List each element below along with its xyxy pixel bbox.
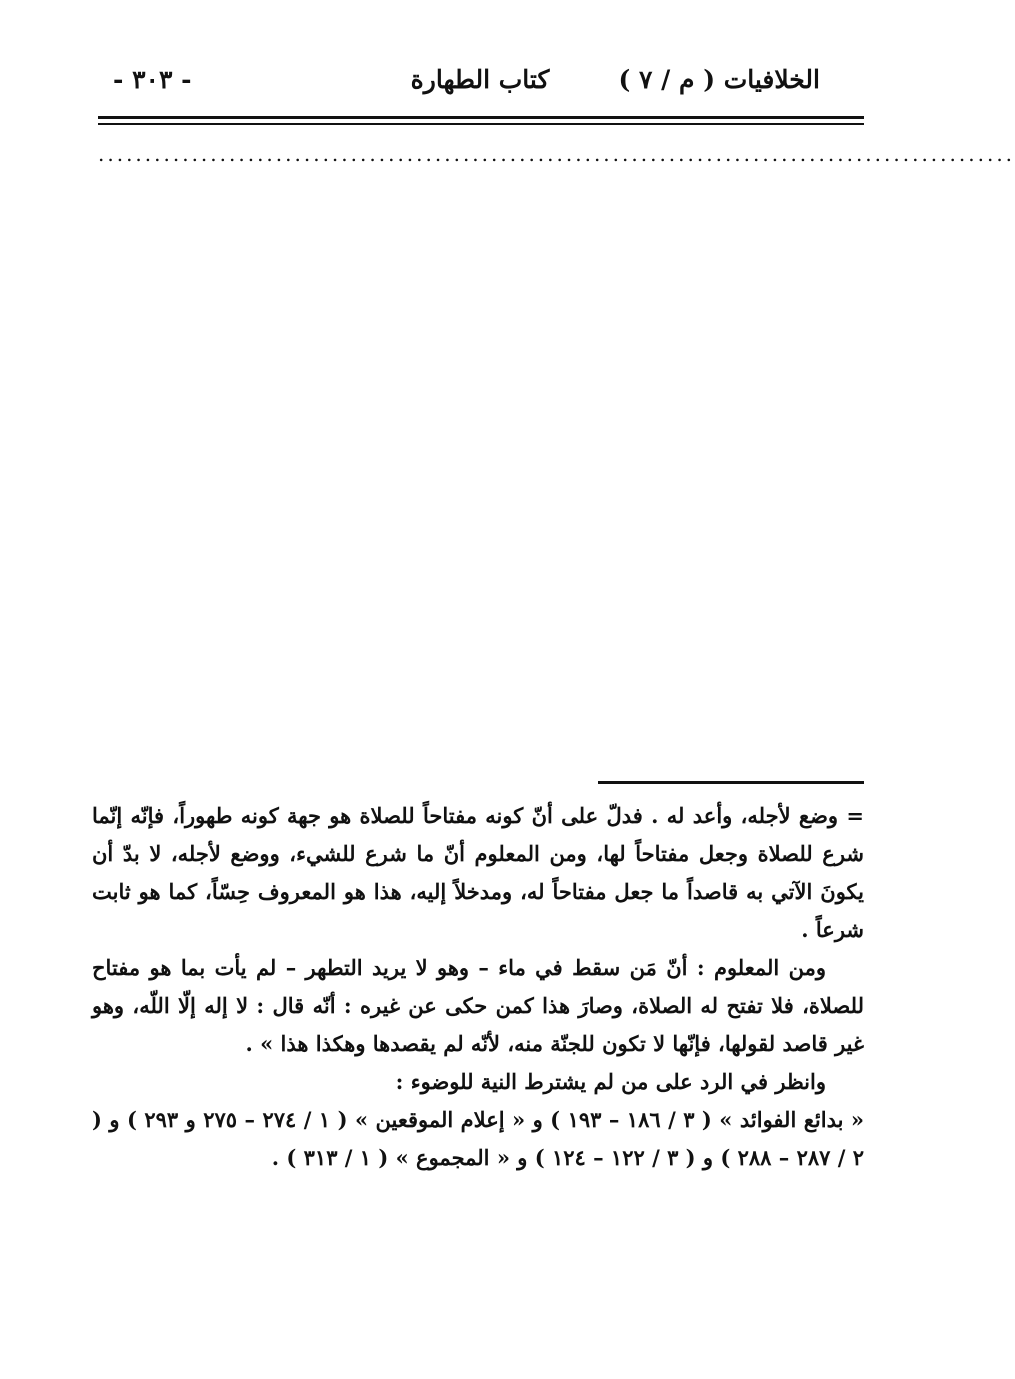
header-rule-thin xyxy=(98,123,864,125)
footnote-paragraph-1: = وضع لأجله، وأعد له . فدلّ على أنّ كونه مفتاحاً للصلاة هو جهة كونه طهوراً، فإنّه إنّما شرع للصلاة وجعل مفتاحاً لها، ومن المعلوم أنّ ما شرع للشيء، ووضع لأجله، لا بدّ أن يكونَ الآتي به قاصداً ما جعل مفتاحاً له، ومدخلاً إليه، هذا هو المعروف حِسّاً، كما هو ثابت شرعاً . xyxy=(92,803,864,942)
footnote-separator xyxy=(598,781,864,784)
footnote-block xyxy=(92,797,864,1177)
book-title: الخلافيات ( م / ٧ ) xyxy=(618,65,820,94)
running-header xyxy=(95,62,865,102)
footnote-paragraph-3: وانظر في الرد على من لم يشترط النية للوضوء : xyxy=(395,1069,826,1094)
footnote-paragraph-2: ومن المعلوم : أنّ مَن سقط في ماء – وهو لا يريد التطهر – لم يأت بما هو مفتاح للصلاة، فلا تفتح له الصلاة، وصارَ هذا كمن حكى عن غيره : أنّه قال : لا إله إلّا اللّه، وهو غير قاصد لقولها، فإنّها لا تكون للجنّة منه، لأنّه لم يقصدها وهكذا هذا » . xyxy=(92,955,864,1056)
footnote-paragraph-4: « بدائع الفوائد » ( ٣ / ١٨٦ – ١٩٣ ) و « إعلام الموقعين » ( ١ / ٢٧٤ – ٢٧٥ و ٢٩٣ ) و ( ٢ / ٢٨٧ – ٢٨٨ ) و ( ٣ / ١٢٢ – ١٢٤ ) و « المجموع » ( ١ / ٣١٣ ) . xyxy=(92,1107,865,1170)
header-rule-thick xyxy=(98,116,864,119)
dotted-separator: .................................................................................................. xyxy=(98,142,1015,166)
chapter-title: كتاب الطهارة xyxy=(410,65,550,94)
page-number: - ٣٠٣ - xyxy=(113,65,192,94)
